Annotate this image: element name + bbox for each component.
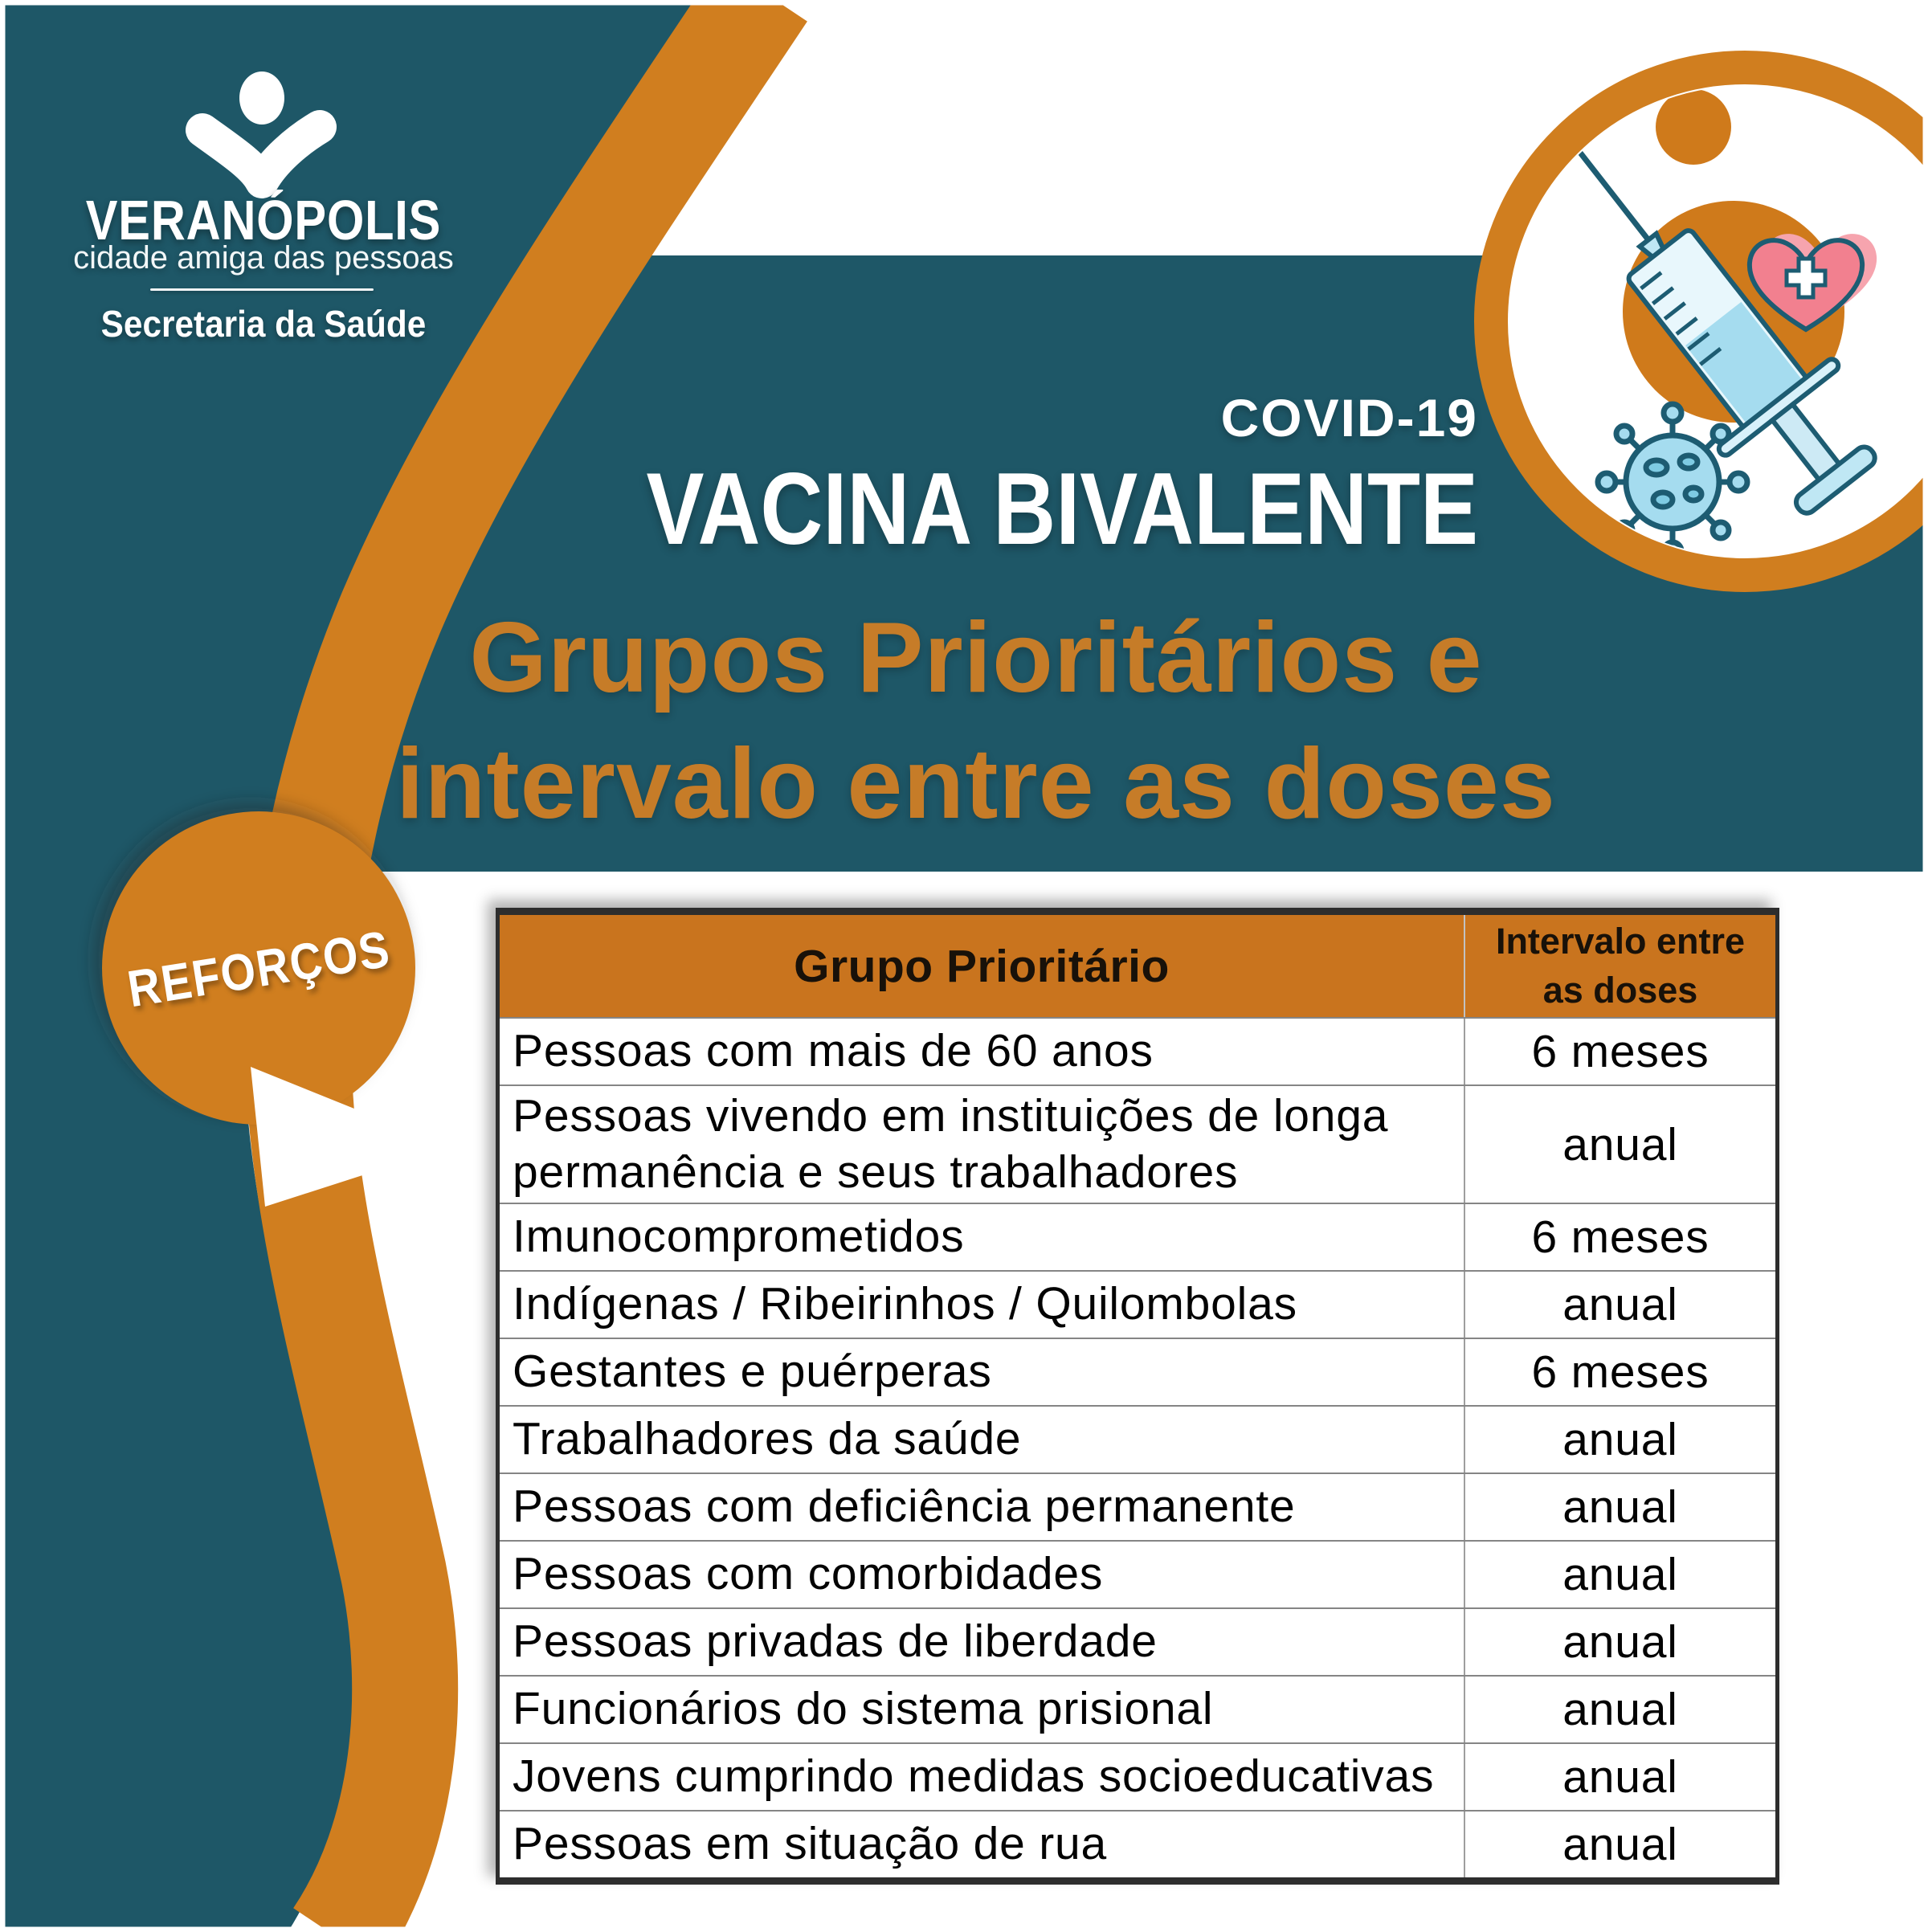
table-row <box>500 1270 1775 1338</box>
group-cell: Jovens cumprindo medidas socioeducativas <box>513 1750 1435 1803</box>
interval-cell: anual <box>1464 1272 1775 1338</box>
table-row <box>500 1607 1775 1675</box>
kicker-covid19: COVID-19 <box>1220 388 1478 447</box>
group-cell: Pessoas privadas de liberdade <box>513 1615 1158 1668</box>
group-cell: Gestantes e puérperas <box>513 1346 992 1398</box>
vaccine-illustration <box>1491 67 1928 575</box>
table-header-group: Grupo Prioritário <box>794 940 1170 992</box>
table-row <box>500 1675 1775 1742</box>
group-cell: Funcionários do sistema prisional <box>513 1683 1214 1735</box>
group-cell: Pessoas com comorbidades <box>513 1548 1104 1600</box>
table-row <box>500 1017 1775 1084</box>
table-row <box>500 1405 1775 1472</box>
interval-cell: 6 meses <box>1464 1204 1775 1270</box>
interval-cell: anual <box>1464 1474 1775 1540</box>
interval-cell: 6 meses <box>1464 1339 1775 1405</box>
logo-city-name: VERANÓPOLIS <box>85 189 442 251</box>
group-cell: Pessoas com mais de 60 anos <box>513 1025 1154 1077</box>
logo-divider <box>150 288 374 291</box>
subtitle-line2: intervalo entre as doses <box>396 729 1556 839</box>
logo-department: Secretaria da Saúde <box>100 303 427 345</box>
group-cell: Indígenas / Ribeirinhos / Quilombolas <box>513 1278 1297 1330</box>
page-title: VACINA BIVALENTE <box>646 451 1478 566</box>
interval-cell: anual <box>1464 1744 1775 1810</box>
table-header-interval: Intervalo entre as doses <box>1464 915 1775 1017</box>
table-row <box>500 1742 1775 1810</box>
group-cell: Pessoas em situação de rua <box>513 1818 1108 1870</box>
interval-cell: anual <box>1464 1407 1775 1472</box>
interval-cell: 6 meses <box>1464 1019 1775 1084</box>
group-cell: Pessoas com deficiência permanente <box>513 1481 1296 1533</box>
interval-cell: anual <box>1464 1609 1775 1675</box>
table-row <box>500 1338 1775 1405</box>
reforcos-badge-label: REFORÇOS <box>123 919 394 1018</box>
table-header-row <box>500 915 1775 1017</box>
logo-tagline: cidade amiga das pessoas <box>73 240 454 276</box>
group-cell: Trabalhadores da saúde <box>513 1413 1022 1465</box>
priority-groups-table <box>496 908 1779 1885</box>
subtitle-line1: Grupos Prioritários e <box>469 602 1483 713</box>
table-row <box>500 1810 1775 1877</box>
interval-cell: anual <box>1464 1677 1775 1742</box>
interval-cell: anual <box>1464 1812 1775 1877</box>
group-cell: Imunocomprometidos <box>513 1211 965 1263</box>
table-row <box>500 1540 1775 1607</box>
group-cell: Pessoas vivendo em instituições de longa permanência e seus trabalhadores <box>513 1089 1389 1198</box>
table-row <box>500 1472 1775 1540</box>
table-row <box>500 1084 1775 1203</box>
interval-cell: anual <box>1464 1542 1775 1607</box>
interval-cell: anual <box>1464 1086 1775 1203</box>
table-row <box>500 1203 1775 1270</box>
